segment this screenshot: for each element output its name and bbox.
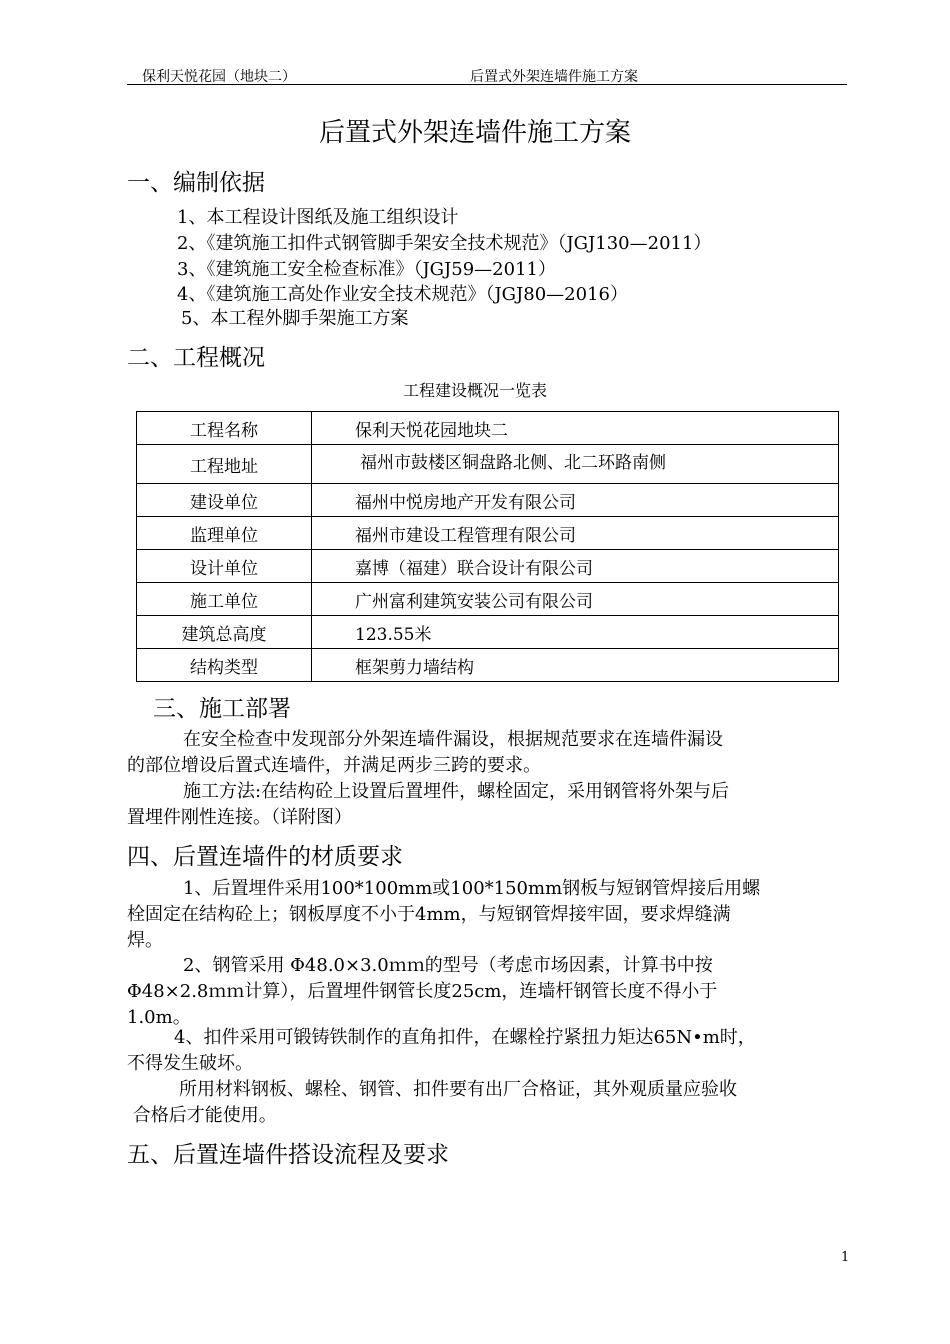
table-row <box>137 550 839 583</box>
section1-item-4: 4、《建筑施工高处作业安全技术规范》（JGJ80—2016） <box>177 284 628 305</box>
table-key-cell: 建筑总高度 <box>137 616 312 649</box>
header-divider <box>127 84 847 85</box>
table-row <box>137 445 839 484</box>
paragraph-line: 4、扣件采用可锻铸铁制作的直角扣件，在螺栓拧紧扭力矩达65N•m时， <box>174 1027 756 1048</box>
table-value-cell: 123.55米 <box>312 616 839 649</box>
header-document-name: 后置式外架连墙件施工方案 <box>470 69 638 85</box>
section4-paragraph-1 <box>127 876 849 954</box>
table-value-cell: 框架剪力墙结构 <box>312 649 839 682</box>
paragraph-line: 1、后置埋件采用100*100mm或100*150mm钢板与短钢管焊接后用螺 <box>183 878 761 899</box>
paragraph-line: 置埋件刚性连接。（详附图） <box>127 807 352 828</box>
paragraph-line: 不得发生破坏。 <box>127 1053 253 1074</box>
paragraph-line: 所用材料钢板、螺栓、钢管、扣件要有出厂合格证，其外观质量应验收 <box>179 1079 737 1100</box>
section1-item-2: 2、《建筑施工扣件式钢管脚手架安全技术规范》（JGJ130—2011） <box>177 233 712 254</box>
header-project-name: 保利天悦花园（地块二） <box>142 69 296 85</box>
table-key-cell: 建设单位 <box>137 484 312 517</box>
section3-paragraph-2 <box>127 779 849 831</box>
table-value-cell: 嘉博（福建）联合设计有限公司 <box>312 550 839 583</box>
table-value-cell: 福州中悦房地产开发有限公司 <box>312 484 839 517</box>
table-caption: 工程建设概况一览表 <box>402 381 547 400</box>
paragraph-line: 合格后才能使用。 <box>127 1105 277 1126</box>
table-key-cell: 工程地址 <box>137 445 312 484</box>
table-key-cell: 施工单位 <box>137 583 312 616</box>
section3-paragraph-1 <box>127 727 849 779</box>
section4-paragraph-4 <box>127 1077 849 1129</box>
document-title: 后置式外架连墙件施工方案 <box>318 118 631 148</box>
page-number: 1 <box>841 1250 850 1265</box>
table-key-cell: 结构类型 <box>137 649 312 682</box>
section3-heading: 三、施工部署 <box>153 696 291 722</box>
paragraph-line: Φ48×2.8ｍｍ计算），后置埋件钢管长度25cm，连墙杆钢管长度不得小于 <box>127 981 718 1002</box>
table-row <box>137 517 839 550</box>
table-value-cell: 保利天悦花园地块二 <box>312 412 839 445</box>
section1-item-3: 3、《建筑施工安全检查标准》（JGJ59—2011） <box>177 259 556 280</box>
table-value-cell: 福州市鼓楼区铜盘路北侧、北二环路南侧 <box>312 445 839 484</box>
table-row <box>137 616 839 649</box>
table-key-cell: 设计单位 <box>137 550 312 583</box>
table-key-cell: 监理单位 <box>137 517 312 550</box>
table-row <box>137 412 839 445</box>
section4-paragraph-3 <box>127 1025 849 1077</box>
table-value-cell: 福州市建设工程管理有限公司 <box>312 517 839 550</box>
table-row <box>137 484 839 517</box>
paragraph-line: 焊。 <box>127 930 163 951</box>
paragraph-line: 施工方法:在结构砼上设置后置埋件，螺栓固定，采用钢管将外架与后 <box>183 781 730 802</box>
paragraph-line: 栓固定在结构砼上；钢板厚度不小于4mm，与短钢管焊接牢固，要求焊缝满 <box>127 904 731 925</box>
section1-item-5: 5、本工程外脚手架施工方案 <box>181 308 409 329</box>
section4-paragraph-2 <box>127 953 849 1031</box>
project-overview-table <box>136 411 839 682</box>
section5-heading: 五、后置连墙件搭设流程及要求 <box>127 1142 449 1168</box>
table-row <box>137 649 839 682</box>
table-row <box>137 583 839 616</box>
section4-heading: 四、后置连墙件的材质要求 <box>127 844 403 870</box>
paragraph-line: 在安全检查中发现部分外架连墙件漏设，根据规范要求在连墙件漏设 <box>183 729 723 750</box>
paragraph-line: 1.0m。 <box>127 1007 191 1028</box>
paragraph-line: 的部位增设后置式连墙件，并满足两步三跨的要求。 <box>127 755 541 776</box>
paragraph-line: 2、钢管采用 Φ48.0×3.0ｍｍ的型号（考虑市场因素，计算书中按 <box>183 955 713 976</box>
section1-heading: 一、编制依据 <box>127 170 265 196</box>
section1-item-1: 1、本工程设计图纸及施工组织设计 <box>177 207 459 228</box>
section2-heading: 二、工程概况 <box>127 345 265 371</box>
table-value-cell: 广州富利建筑安装公司有限公司 <box>312 583 839 616</box>
table-key-cell: 工程名称 <box>137 412 312 445</box>
